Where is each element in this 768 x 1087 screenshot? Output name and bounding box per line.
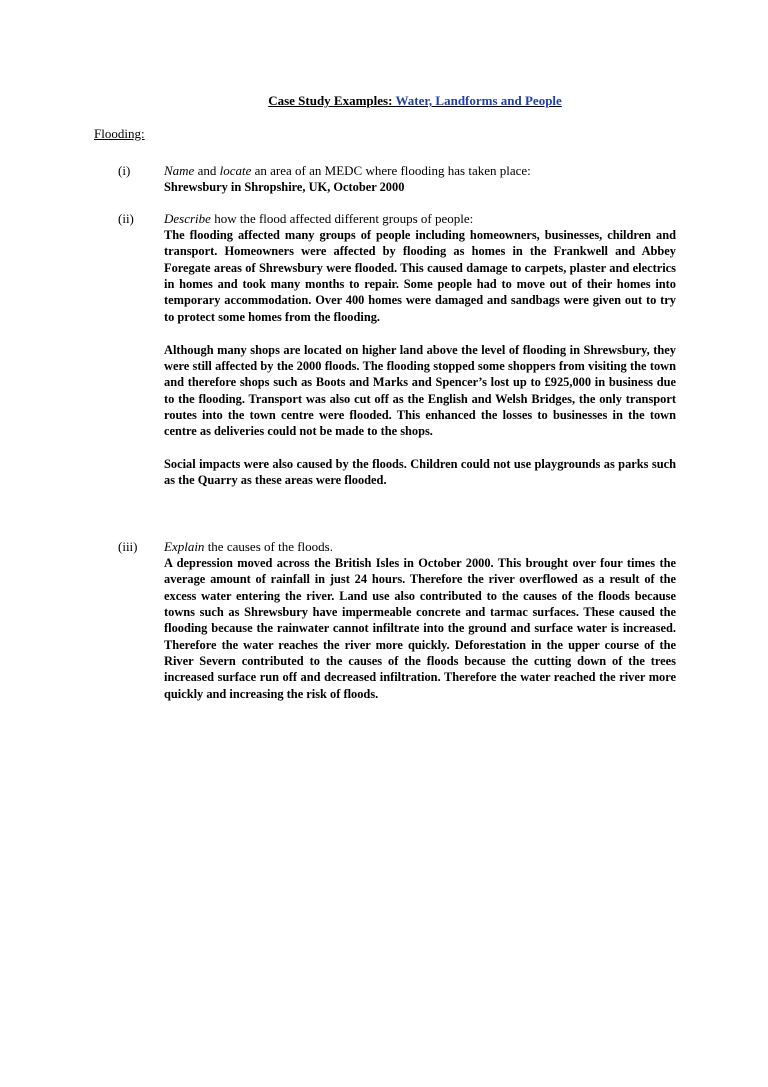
item-content <box>164 163 676 195</box>
item-prompt <box>164 163 676 179</box>
answer-paragraph: A depression moved across the British Isles in October 2000. This brought over four times the average amount of rainfall in just 24 hours. Therefore the river overflowed as a result of the excess water entering the river. Land use also contributed to the causes of the floods because towns such as Shrewsbury have impermeable concrete and tarmac surfaces. These caused the flooding because the rainwater cannot infiltrate into the ground and surface water is increased. Therefore the water reaches the river more quickly. Deforestation in the upper course of the River Severn contributed to the causes of the floods because the cutting down of the trees increased surface run off and decreased infiltration. Therefore the water reached the river more quickly and increasing the risk of floods. <box>164 556 676 701</box>
prompt-text: the causes of the floods. <box>204 539 333 554</box>
prompt-connector: and <box>194 163 220 178</box>
item-prompt <box>164 211 676 227</box>
item-content <box>164 539 676 702</box>
item-content <box>164 211 676 489</box>
answer-paragraph: The flooding affected many groups of people including homeowners, businesses, children and transport. Homeowners were affected by flooding as homes in the Frankwell and Abbey Foregate areas of Shrewsbury were flooded. This caused damage to carpets, plaster and electrics in homes and took many months to repair. Some people had to move out of their homes into temporary accommodation. Over 400 homes were damaged and sandbags were given out to try to protect some homes from the flooding. <box>164 228 676 324</box>
prompt-text: an area of an MEDC where flooding has taken place: <box>251 163 531 178</box>
prompt-emphasis: Explain <box>164 539 205 554</box>
answer-paragraph: Shrewsbury in Shropshire, UK, October 2000 <box>164 180 405 194</box>
answer-paragraph: Although many shops are located on higher land above the level of flooding in Shrewsbury, they were still affected by the 2000 floods. The flooding stopped some shoppers from visiting the town and therefore shops such as Boots and Marks and Spencer’s lost up to £925,000 in business due to the flooding. Transport was also cut off as the English and Welsh Bridges, the only transport routes into the town centre were flooded. This enhanced the losses to businesses in the town centre as deliveries could not be made to the shops. <box>164 342 676 439</box>
prompt-emphasis: Describe <box>164 211 211 226</box>
item-prompt <box>164 539 676 555</box>
page-title <box>0 93 768 109</box>
section-heading: Flooding: <box>94 126 145 141</box>
item-number: (ii) <box>118 211 134 226</box>
item-number: (i) <box>118 163 131 178</box>
title-prefix: Case Study Examples: <box>268 93 396 108</box>
answer-paragraph: Social impacts were also caused by the floods. Children could not use playgrounds as parks such as the Quarry as these areas were flooded. <box>164 457 676 488</box>
title-highlight: Water, Landforms and People <box>395 93 562 108</box>
prompt-text: how the flood affected different groups of people: <box>210 211 474 226</box>
item-number: (iii) <box>118 539 138 554</box>
prompt-emphasis: Name <box>164 163 195 178</box>
prompt-emphasis-2: locate <box>219 163 252 178</box>
